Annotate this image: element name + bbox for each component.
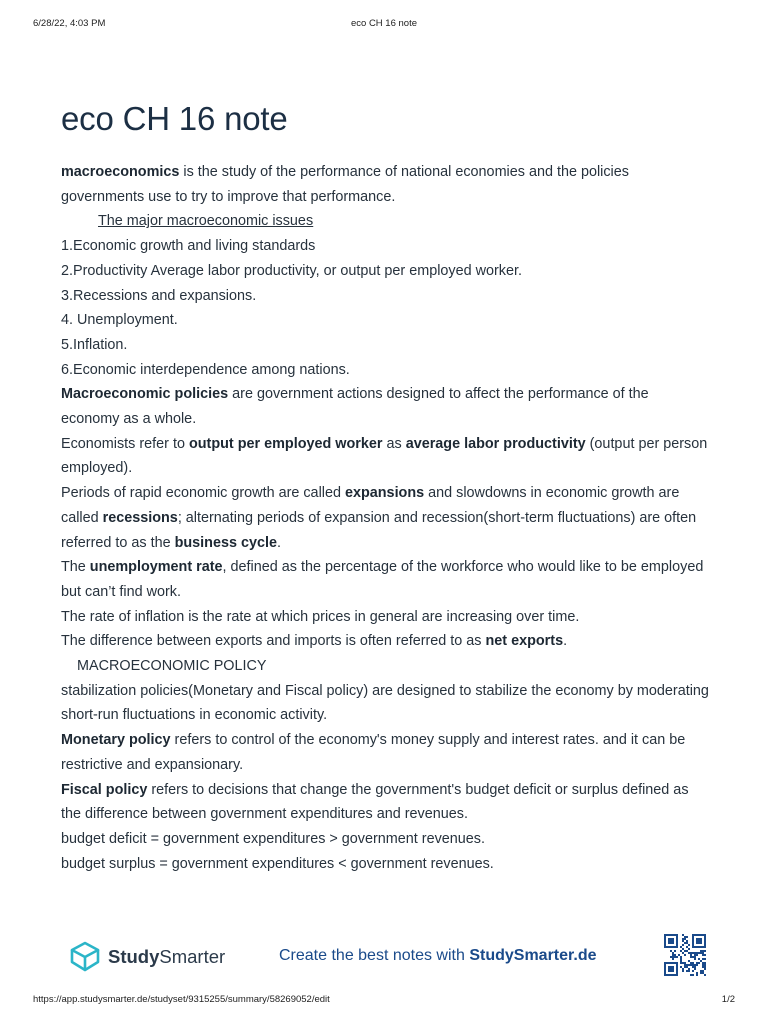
text-run: 5.Inflation. [61, 336, 128, 353]
bold-term: Fiscal policy [61, 781, 148, 798]
studysmarter-logo-icon [68, 940, 102, 974]
text-run: . [277, 534, 281, 551]
text-run: budget surplus = government expenditures < government revenues. [61, 855, 494, 872]
qr-code-icon[interactable] [664, 934, 706, 976]
bold-term: business cycle [174, 534, 277, 551]
text-run: is the study of the performance of national economies and the policies governments use to try to improve that performance. [61, 164, 629, 205]
text-run: 6.Economic interdependence among nations. [61, 361, 350, 378]
text-run: . [563, 633, 568, 650]
text-run: , defined as the percentage of the workforce who would like to be employed but can’t find work. [61, 559, 704, 600]
note-body [61, 160, 711, 876]
note-paragraph [61, 209, 711, 234]
footer-cta[interactable] [279, 947, 596, 965]
bold-term: output per employed worker [188, 435, 383, 452]
note-paragraph [61, 382, 711, 431]
cta-text: Create the best notes with [279, 947, 470, 964]
text-run: The major macroeconomic issues [98, 213, 314, 230]
text-run: 4. Unemployment. [61, 312, 178, 329]
bold-term: recessions [102, 509, 178, 526]
note-paragraph [61, 555, 711, 604]
note-paragraph [61, 852, 711, 877]
cta-brand-link[interactable]: StudySmarter.de [469, 947, 597, 964]
text-run: The difference between exports and imports is often referred to as [61, 633, 486, 650]
print-header [33, 18, 735, 32]
text-run: 1.Economic growth and living standards [61, 238, 316, 255]
text-run: Economists refer to [61, 435, 189, 452]
note-paragraph [61, 358, 711, 383]
note-paragraph [61, 629, 711, 654]
print-date: 6/28/22, 4:03 PM [33, 18, 106, 29]
page-number: 1/2 [721, 994, 735, 1005]
note-paragraph [61, 284, 711, 309]
print-footer [33, 994, 735, 1008]
text-run: as [382, 435, 406, 452]
print-tab-title: eco CH 16 note [350, 18, 417, 29]
note-paragraph [61, 432, 711, 481]
text-run: stabilization policies(Monetary and Fiscal policy) are designed to stabilize the economy by moderating short-run fluctuations in economic activity. [61, 682, 709, 724]
brand-name-part1: Study [108, 946, 160, 967]
bold-term: Monetary policy [61, 732, 171, 749]
text-run: The rate of inflation is the rate at which prices in general are increasing over time. [61, 608, 580, 625]
text-run: ; alternating periods of expansion and recession(short-term fluctuations) are often referred to as the [61, 509, 697, 551]
text-run: refers to control of the economy's money supply and interest rates. and it can be restrictive and expansionary. [61, 732, 686, 773]
note-paragraph [61, 308, 711, 333]
text-run: budget deficit = government expenditures > government revenues. [61, 830, 485, 847]
text-run: 2.Productivity Average labor productivity, or output per employed worker. [61, 262, 523, 279]
page-url: https://app.studysmarter.de/studyset/9315255/summary/58269052/edit [33, 994, 330, 1005]
note-paragraph [61, 827, 711, 852]
text-run: are government actions designed to affect the performance of the economy as a whole. [61, 386, 649, 428]
note-paragraph [61, 160, 711, 209]
page-title: eco CH 16 note [61, 100, 288, 137]
note-paragraph [61, 679, 711, 728]
text-run: MACROECONOMIC POLICY [77, 658, 267, 675]
bold-term: net exports [485, 633, 564, 650]
bold-term: macroeconomics [61, 164, 180, 180]
bold-term: Macroeconomic policies [61, 386, 229, 403]
note-paragraph [61, 605, 711, 630]
note-paragraph [61, 259, 711, 284]
note-paragraph [61, 234, 711, 259]
bold-term: average labor productivity [405, 435, 586, 452]
brand-name-part2: Smarter [159, 946, 226, 967]
note-paragraph [61, 481, 711, 555]
note-paragraph [61, 333, 711, 358]
note-paragraph [61, 654, 711, 679]
text-run: and slowdowns in economic growth are called [61, 485, 680, 526]
text-run: 3.Recessions and expansions. [61, 287, 257, 304]
brand-name [108, 946, 225, 968]
note-paragraph [61, 728, 711, 777]
note-paragraph [61, 778, 711, 827]
text-run: The [61, 559, 90, 576]
studysmarter-logo[interactable] [68, 940, 225, 974]
bold-term: expansions [344, 485, 425, 502]
text-run: Periods of rapid economic growth are called [61, 485, 345, 502]
text-run: (output per person employed). [61, 435, 708, 477]
text-run: refers to decisions that change the government's budget deficit or surplus defined as the difference between government expenditures and revenues. [61, 781, 689, 823]
bold-term: unemployment rate [89, 559, 223, 576]
